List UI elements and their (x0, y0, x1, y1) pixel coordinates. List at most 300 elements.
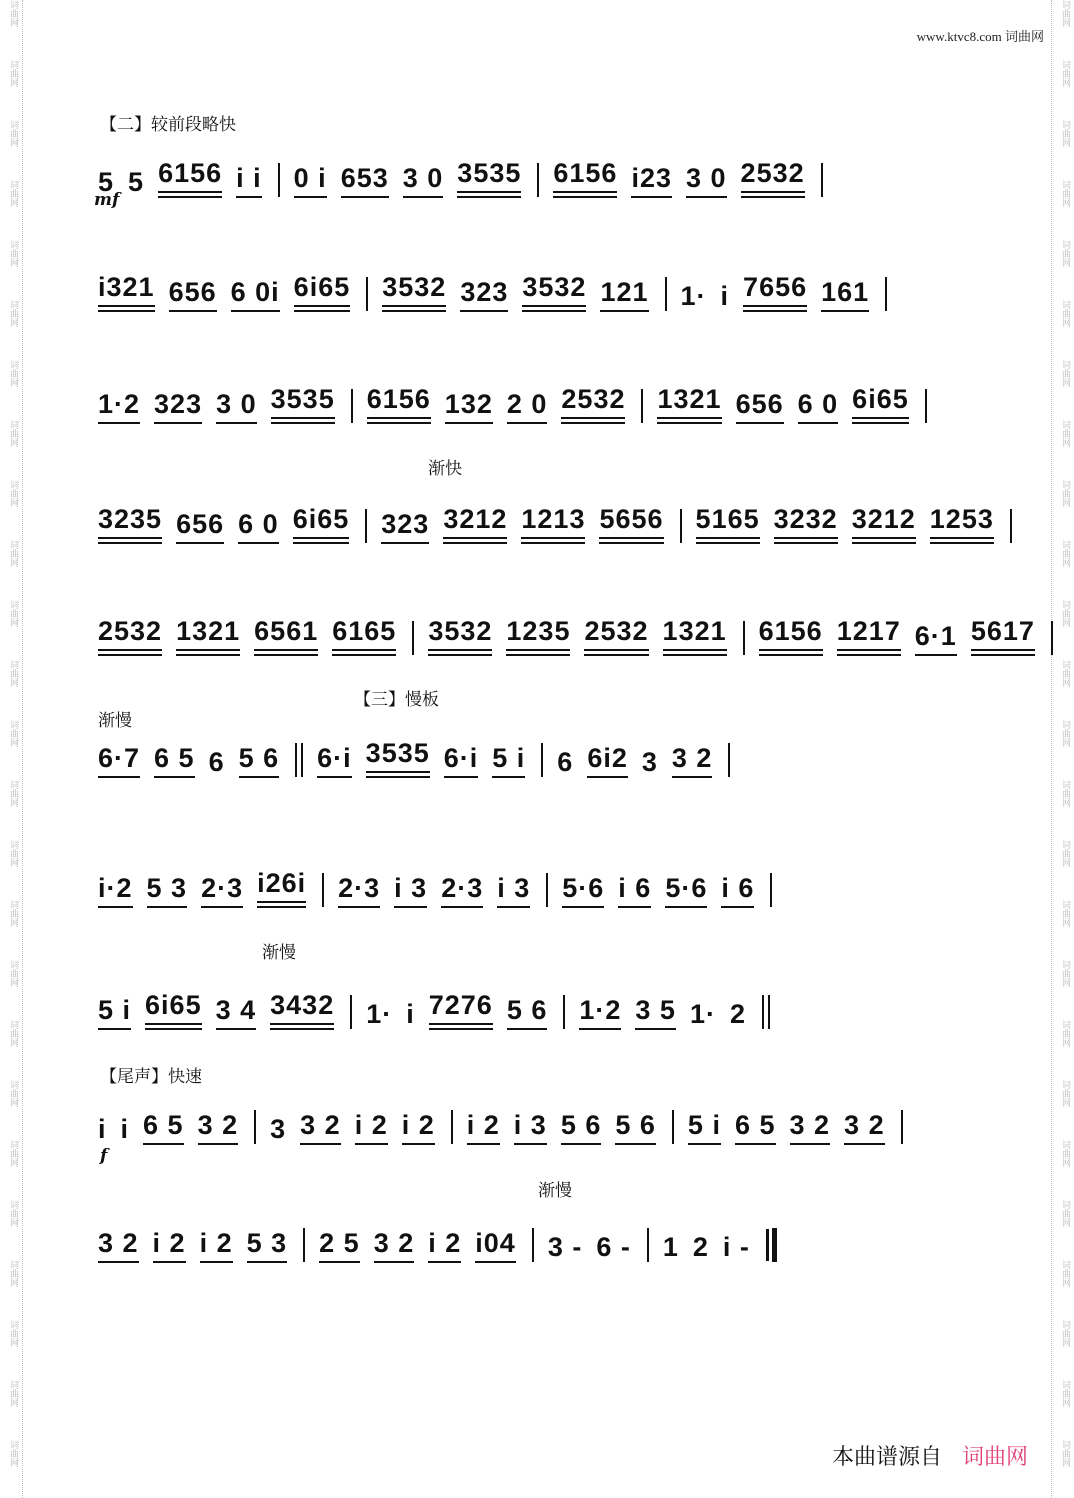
note-digits: 3532 (522, 272, 587, 302)
underline-beams (403, 196, 444, 198)
note-digits: 6 5 (143, 1110, 184, 1140)
barline (532, 1228, 534, 1262)
note-group (460, 277, 508, 312)
watermark-text: 词曲网 (1060, 1140, 1070, 1167)
beam-line (759, 649, 823, 651)
note-digits: 3235 (98, 504, 163, 534)
watermark-text: 词曲网 (8, 480, 18, 507)
note-digits: 3535 (270, 384, 335, 414)
underline-beams (457, 191, 521, 198)
beam-line (584, 649, 648, 651)
watermark-text: 词曲网 (1060, 180, 1070, 207)
beam-line (176, 542, 224, 544)
underline-beams (522, 305, 586, 312)
note-group (657, 384, 721, 424)
barline (647, 1228, 649, 1262)
note-digits: 2·3 (338, 873, 381, 903)
note-digits: 5·6 (562, 873, 605, 903)
watermark-text: 词曲网 (1060, 420, 1070, 447)
barline (254, 1110, 256, 1144)
beam-line (428, 1261, 461, 1263)
note-digits: 323 (154, 389, 203, 419)
note-group (506, 616, 570, 656)
barline (412, 621, 414, 655)
underline-beams (428, 649, 492, 656)
watermark-text: 词曲网 (8, 540, 18, 567)
note-digits: 656 (168, 277, 217, 307)
double-barline (772, 1228, 777, 1262)
double-barline (762, 995, 764, 1029)
note-group (915, 621, 957, 656)
note-digits: i 3 (513, 1110, 547, 1140)
beam-line (201, 906, 243, 908)
watermark-text: 词曲网 (8, 1260, 18, 1287)
note-group (743, 272, 807, 312)
left-watermark-strip (0, 0, 23, 1498)
beam-line (355, 1143, 388, 1145)
note-group (98, 616, 162, 656)
beam-line (441, 906, 483, 908)
note-digits: i 2 (152, 1228, 186, 1258)
underline-beams (169, 310, 217, 312)
note-group (837, 616, 901, 656)
note-group (154, 743, 195, 778)
watermark-text: 词曲网 (8, 600, 18, 627)
barline (680, 509, 682, 543)
underline-beams (257, 901, 306, 908)
note-digits: 3 2 (789, 1110, 831, 1140)
beam-line (741, 196, 805, 198)
note-digits: 3212 (851, 504, 916, 534)
note-digits: 7656 (743, 272, 808, 302)
note-digits: 1· (366, 999, 393, 1029)
note-group (696, 504, 760, 544)
note-digits: 1321 (176, 616, 241, 646)
barline (537, 163, 539, 197)
note-group (169, 277, 217, 312)
watermark-text: 词曲网 (8, 780, 18, 807)
beam-line (293, 537, 350, 539)
note-group (930, 504, 994, 544)
underline-beams (201, 906, 243, 908)
watermark-text: 词曲网 (1060, 1320, 1070, 1347)
underline-beams (366, 771, 430, 778)
right-watermark-strip (1051, 0, 1074, 1498)
beam-line (852, 542, 916, 544)
note-digits: 2 0 (506, 389, 548, 419)
note-group (128, 167, 144, 198)
underline-beams (852, 537, 916, 544)
note-group (216, 389, 257, 424)
note-digits: 3 2 (98, 1228, 139, 1258)
beam-line (382, 310, 446, 312)
note-digits: 3 (270, 1114, 287, 1144)
dynamic-f: f (100, 1146, 108, 1166)
watermark-text: 词曲网 (1060, 360, 1070, 387)
beam-line (507, 1028, 548, 1030)
tempo-rit-2: 渐慢 (262, 943, 296, 963)
note-digits: 5 6 (238, 743, 280, 773)
beam-line (332, 649, 396, 651)
beam-line (506, 649, 570, 651)
underline-beams (741, 191, 805, 198)
beam-line (665, 906, 707, 908)
note-group (618, 873, 651, 908)
underline-beams (467, 1143, 500, 1145)
note-digits: 3 0 (402, 163, 444, 193)
beam-line (844, 1143, 885, 1145)
beam-line (98, 310, 155, 312)
note-digits: 3 2 (300, 1110, 341, 1140)
underline-beams (247, 1261, 288, 1263)
note-group (257, 868, 306, 908)
beam-line (798, 422, 839, 424)
beam-line (445, 422, 493, 424)
note-digits: 3 2 (844, 1110, 885, 1140)
underline-beams (198, 1143, 239, 1145)
note-group (147, 873, 188, 908)
note-group (209, 747, 225, 778)
beam-line (561, 422, 625, 424)
beam-line (143, 1143, 184, 1145)
watermark-text: 词曲网 (1060, 300, 1070, 327)
underline-beams (319, 1261, 360, 1263)
note-digits: i (720, 281, 730, 311)
underline-beams (238, 542, 279, 544)
underline-beams (98, 305, 155, 312)
beam-line (402, 1143, 435, 1145)
note-digits: 3 4 (215, 995, 257, 1025)
note-group (736, 389, 784, 424)
beam-line (98, 906, 133, 908)
watermark-text: 词曲网 (8, 900, 18, 927)
beam-line (147, 906, 188, 908)
score-system (98, 868, 978, 908)
beam-line (216, 422, 257, 424)
note-group (402, 1110, 435, 1145)
watermark-text: 词曲网 (1060, 1260, 1070, 1287)
note-group (600, 277, 648, 312)
watermark-text: 词曲网 (8, 660, 18, 687)
note-group (429, 990, 493, 1030)
note-digits: 6165 (332, 616, 397, 646)
note-digits: 6i65 (292, 504, 350, 534)
note-group (293, 504, 350, 544)
note-digits: 6 - (596, 1232, 631, 1262)
note-group (971, 616, 1035, 656)
note-digits: 5 i (687, 1110, 721, 1140)
note-digits: i (120, 1114, 130, 1144)
beam-line (492, 776, 525, 778)
barline (351, 389, 353, 423)
note-group (681, 281, 707, 312)
barline (278, 163, 280, 197)
beam-line (403, 196, 444, 198)
note-digits: 5656 (599, 504, 664, 534)
note-digits: 2·3 (201, 873, 244, 903)
beam-line (507, 422, 548, 424)
beam-line (599, 537, 663, 539)
note-group (317, 743, 352, 778)
underline-beams (374, 1261, 415, 1263)
note-group (730, 999, 746, 1030)
beam-line (300, 1143, 341, 1145)
note-digits: 3 0 (686, 163, 727, 193)
beam-line (930, 542, 994, 544)
beam-line (514, 1143, 547, 1145)
underline-beams (514, 1143, 547, 1145)
underline-beams (696, 537, 760, 544)
note-digits: 1· (680, 281, 707, 311)
beam-line (852, 422, 909, 424)
beam-line (790, 1143, 831, 1145)
note-group (521, 504, 585, 544)
note-digits: 6561 (254, 616, 319, 646)
beam-line (467, 1143, 500, 1145)
note-group (688, 1110, 721, 1145)
underline-beams (579, 1028, 621, 1030)
beam-line (169, 310, 217, 312)
underline-beams (631, 196, 672, 198)
note-digits: i 2 (401, 1110, 435, 1140)
note-digits: 2 5 (319, 1228, 360, 1258)
note-group (721, 281, 730, 312)
beam-line (579, 1028, 621, 1030)
score-system (98, 384, 978, 424)
underline-beams (98, 1028, 131, 1030)
note-digits: 6·1 (914, 621, 957, 651)
note-digits: 6 (208, 747, 225, 777)
barline (743, 621, 745, 655)
beam-line (238, 542, 279, 544)
note-group (98, 1228, 139, 1263)
beam-line (317, 776, 352, 778)
beam-line (497, 906, 530, 908)
note-group (561, 1110, 602, 1145)
underline-beams (98, 422, 140, 424)
underline-beams (270, 1023, 334, 1030)
barline (365, 509, 367, 543)
note-group (198, 1110, 239, 1145)
note-digits: 3432 (270, 990, 335, 1020)
watermark-text: 词曲网 (8, 0, 18, 27)
beam-line (837, 649, 901, 651)
underline-beams (382, 305, 446, 312)
beam-line (561, 1143, 602, 1145)
note-group (475, 1228, 516, 1263)
beam-line (98, 1028, 131, 1030)
note-group (735, 1110, 776, 1145)
beam-line (735, 1143, 776, 1145)
note-group (341, 163, 389, 198)
beam-line (663, 654, 727, 656)
beam-line (587, 776, 628, 778)
note-group (247, 1228, 288, 1263)
beam-line (257, 906, 306, 908)
note-digits: 1253 (929, 504, 994, 534)
underline-beams (852, 417, 909, 424)
note-group (587, 743, 628, 778)
beam-line (429, 1023, 493, 1025)
beam-line (852, 537, 916, 539)
note-digits: 6156 (553, 158, 618, 188)
beam-line (145, 1023, 202, 1025)
note-digits: 6i65 (293, 272, 351, 302)
beam-line (293, 542, 350, 544)
note-group (403, 163, 444, 198)
note-group (382, 272, 446, 312)
underline-beams (154, 776, 195, 778)
watermark-text: 词曲网 (1060, 1380, 1070, 1407)
underline-beams (665, 906, 707, 908)
note-digits: 1217 (836, 616, 901, 646)
beam-line (852, 417, 909, 419)
barline (672, 1110, 674, 1144)
score-system (98, 272, 978, 312)
barline (1051, 621, 1053, 655)
note-digits: 5 3 (146, 873, 188, 903)
beam-line (294, 305, 351, 307)
note-group (98, 167, 114, 198)
note-group (216, 995, 257, 1030)
note-digits: 6i2 (587, 743, 628, 773)
watermark-text: 词曲网 (1060, 660, 1070, 687)
underline-beams (930, 537, 994, 544)
note-group (445, 389, 493, 424)
underline-beams (971, 649, 1035, 656)
note-group (642, 747, 658, 778)
note-digits: i 6 (721, 873, 755, 903)
beam-line (721, 906, 754, 908)
note-digits: 1321 (662, 616, 727, 646)
note-group (693, 1232, 709, 1263)
watermark-text: 词曲网 (8, 1140, 18, 1167)
note-digits: i 2 (428, 1228, 462, 1258)
score-system (98, 1228, 978, 1263)
note-group (467, 1110, 500, 1145)
note-group (270, 990, 334, 1030)
beam-line (98, 542, 162, 544)
beam-line (236, 196, 262, 198)
beam-line (158, 191, 222, 193)
note-digits: 5 6 (560, 1110, 602, 1140)
underline-beams (216, 1028, 257, 1030)
note-digits: 3535 (457, 158, 522, 188)
watermark-text: 词曲网 (8, 300, 18, 327)
note-group (615, 1110, 656, 1145)
underline-beams (98, 906, 133, 908)
barline (641, 389, 643, 423)
beam-line (145, 1028, 202, 1030)
underline-beams (600, 310, 648, 312)
watermark-text: 词曲网 (8, 840, 18, 867)
watermark-text: 词曲网 (1060, 60, 1070, 87)
beam-line (971, 654, 1035, 656)
note-digits: 2·3 (441, 873, 484, 903)
watermark-text: 词曲网 (8, 420, 18, 447)
underline-beams (145, 1023, 202, 1030)
note-digits: 5 i (492, 743, 526, 773)
beam-line (971, 649, 1035, 651)
note-digits: 6·i (443, 743, 479, 773)
note-digits: 1 (662, 1232, 679, 1262)
beam-line (696, 537, 760, 539)
underline-beams (294, 305, 351, 312)
beam-line (522, 305, 586, 307)
note-group (557, 747, 573, 778)
beam-line (774, 542, 838, 544)
underline-beams (158, 191, 222, 198)
note-digits: 6i65 (145, 990, 202, 1020)
beam-line (367, 417, 431, 419)
watermark-text: 词曲网 (8, 960, 18, 987)
note-group (741, 158, 805, 198)
underline-beams (553, 191, 617, 198)
beam-line (663, 649, 727, 651)
beam-line (743, 305, 807, 307)
beam-line (239, 776, 280, 778)
note-digits: i 2 (466, 1110, 500, 1140)
watermark-text: 词曲网 (1060, 1440, 1070, 1467)
underline-beams (271, 417, 335, 424)
beam-line (98, 776, 140, 778)
note-digits: 0 i (293, 163, 327, 193)
note-digits: 656 (176, 509, 225, 539)
beam-line (686, 196, 727, 198)
note-digits: 2532 (561, 384, 626, 414)
beam-line (366, 771, 430, 773)
watermark-text: 词曲网 (1060, 240, 1070, 267)
underline-beams (759, 649, 823, 656)
note-digits: 3 - (547, 1232, 583, 1262)
note-group (428, 1228, 461, 1263)
note-group (663, 1232, 679, 1263)
watermark-text: 词曲网 (8, 60, 18, 87)
watermark-text: 词曲网 (1060, 960, 1070, 987)
beam-line (475, 1261, 516, 1263)
beam-line (521, 537, 585, 539)
beam-line (741, 191, 805, 193)
beam-line (561, 417, 625, 419)
note-group (300, 1110, 341, 1145)
underline-beams (98, 776, 140, 778)
underline-beams (231, 310, 280, 312)
note-digits: 2 (692, 1232, 709, 1262)
underline-beams (663, 649, 727, 656)
note-digits: 6156 (758, 616, 823, 646)
note-group (844, 1110, 885, 1145)
watermark-text: 词曲网 (8, 120, 18, 147)
note-digits: 3532 (382, 272, 447, 302)
barline (728, 743, 730, 777)
note-group (553, 158, 617, 198)
underline-beams (618, 906, 651, 908)
note-group (98, 995, 131, 1030)
note-group (176, 509, 224, 544)
underline-beams (98, 649, 162, 656)
beam-line (522, 310, 586, 312)
beam-line (247, 1261, 288, 1263)
underline-beams (367, 417, 431, 424)
note-group (852, 504, 916, 544)
beam-line (821, 310, 869, 312)
underline-beams (521, 537, 585, 544)
note-digits: i i (236, 163, 262, 193)
watermark-text: 词曲网 (8, 1440, 18, 1467)
beam-line (176, 654, 240, 656)
note-group (665, 873, 707, 908)
underline-beams (561, 1143, 602, 1145)
